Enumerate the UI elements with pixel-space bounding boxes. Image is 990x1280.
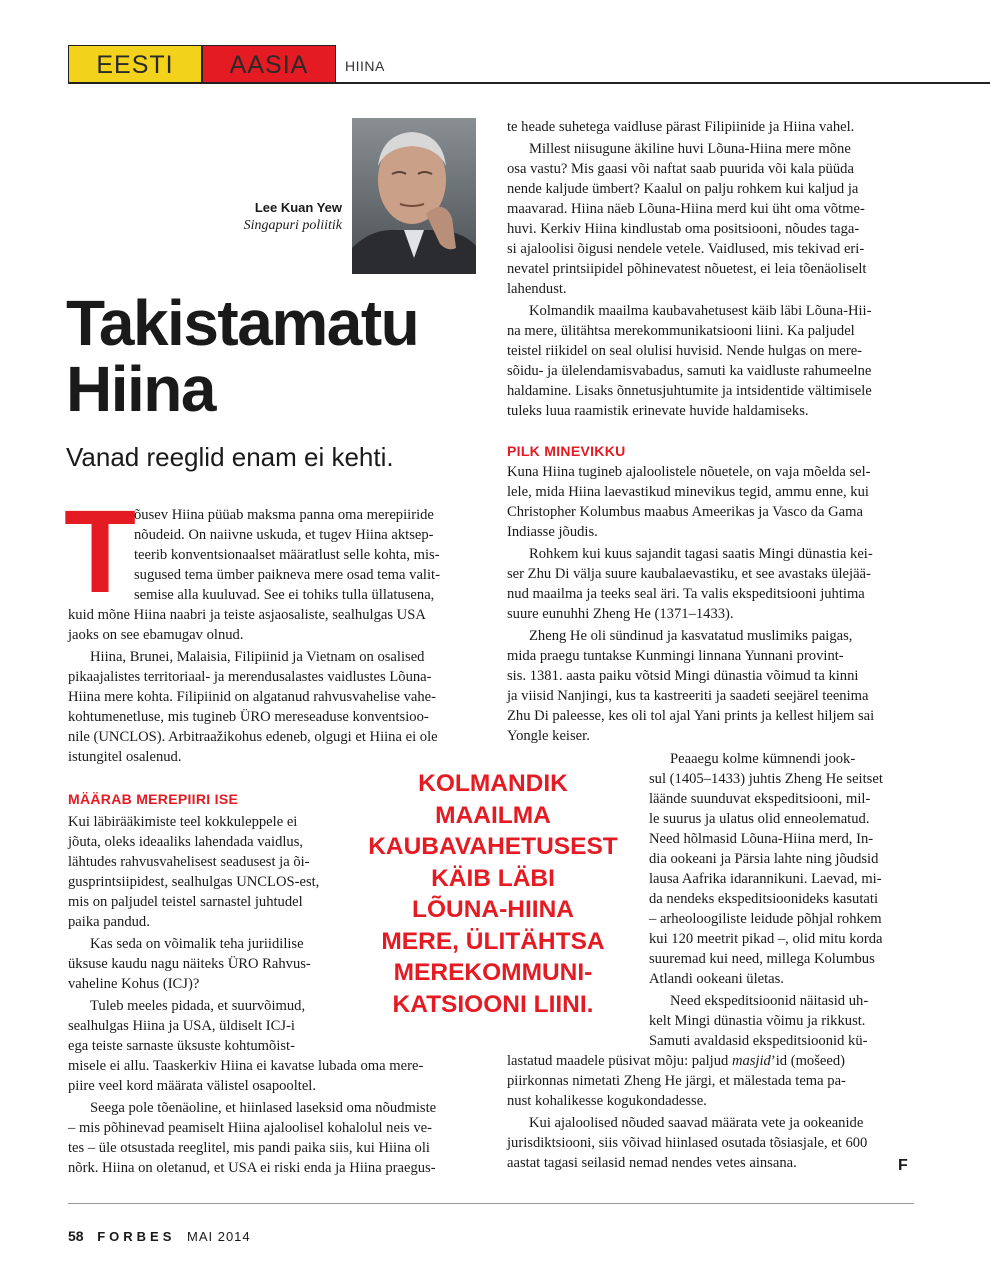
section-tab-eesti: EESTI [68, 45, 202, 83]
body-line: nile (UNCLOS). Arbitraažikohus edeneb, olgugi et Hiina ei ole [68, 729, 438, 745]
section-label-hiina: HIINA [345, 58, 385, 74]
body-line: Zhu Di paleesse, kes oli tol ajal Yani prints ja kellest hiljem sai [507, 708, 875, 724]
body-line: vaheline Kohus (ICJ)? [68, 976, 200, 992]
body-line: nende kaljude ümbert? Kaalul on palju rohkem kui kaljud ja [507, 181, 859, 197]
body-line: na mere, ülitähtsa merekommunikatsiooni liini. Ka paljudel [507, 323, 855, 339]
body-line: Peaaegu kolme kümnendi jook- [670, 751, 856, 767]
body-line: lahendust. [507, 281, 567, 297]
body-line: piire veel kord määrata välistel osapooltel. [68, 1078, 317, 1094]
body-line: misele ei allu. Taaskerkiv Hiina ei kavatse lubada oma mere- [68, 1058, 424, 1074]
pull-quote-line: KATSIOONI LIINI. [392, 990, 594, 1018]
body-line: Kui läbirääkimiste teel kokkuleppele ei [68, 814, 298, 830]
body-line: lele, mida Hiina laevastikud minevikus tegid, ammu enne, kui [507, 484, 869, 500]
body-line: kelt Mingi dünastia võimu ja rikkust. [649, 1013, 866, 1029]
body-line: jaoks on see ebamugav olnud. [68, 627, 244, 643]
body-line: – arheoloogiliste leidude põhjal rohkem [649, 911, 882, 927]
body-line: tuleks luua raamistik erinevate huvide haldamiseks. [507, 403, 809, 419]
body-line: gusprintsiipidest, sealhulgas UNCLOS-est, [68, 874, 320, 890]
body-line: da nendeks ekspeditsioonideks kasutati [649, 891, 878, 907]
body-line: õusev Hiina püüab maksma panna oma merepiiride [134, 507, 434, 523]
body-line: piirkonnas nimetati Zheng He järgi, et mälestada tema pa- [507, 1073, 846, 1089]
body-line: Seega pole tõenäoline, et hiinlased laseksid oma nõudmiste [90, 1100, 437, 1116]
body-text: lastatud maadele püsivat mõju: paljud [507, 1053, 732, 1069]
body-line: lausa Aafrika idarannikuni. Laevad, mi- [649, 871, 882, 887]
photo-caption-name: Lee Kuan Yew [254, 200, 342, 215]
headline [66, 287, 486, 425]
pull-quote-line: LÕUNA-HIINA [412, 896, 574, 923]
body-line: nust kohalikesse kogukondadesse. [507, 1093, 707, 1109]
body-line: Tuleb meeles pidada, et suurvõimud, [90, 998, 306, 1014]
body-line: jõuta, oleks ideaaliks lahendada vaidlus, [68, 834, 304, 850]
body-line: ser Zhu Di välja suure kaubalaevastiku, et see avastaks ülejää- [507, 566, 871, 582]
body-line: sealhulgas Hiina ja USA, üldiselt ICJ-i [68, 1018, 295, 1034]
body-line: Hiina mere kohta. Filipiinid on algatanud rahvusvahelise vahe- [68, 689, 436, 705]
body-line: Need hõlmasid Lõuna-Hiina merd, In- [649, 831, 874, 847]
issue-date: MAI 2014 [187, 1229, 251, 1244]
body-line: pikaajalistes territoriaal- ja merendusalastes vaidlustes Lõuna- [68, 669, 432, 685]
body-line [507, 1051, 845, 1071]
body-line: – mis põhinevad peamiselt Hiina ajaloolisel kohalolul neis ve- [68, 1120, 432, 1136]
body-line: kuid mõne Hiina naabri ja teiste asjaosaliste, sealhulgas USA [68, 607, 426, 623]
body-line: maavarad. Hiina näeb Lõuna-Hiina merd kui üht oma võtme- [507, 201, 865, 217]
body-line: mida praegu tuntakse Kunmingi linnana Yunnani provint- [507, 648, 844, 664]
headline-line: Hiina [66, 353, 215, 425]
body-line: mis on paljudel teistel sarnastel juhtudel [68, 894, 303, 910]
subhead-pilk-minevikku: PILK MINEVIKKU [507, 443, 626, 459]
body-line: Millest niisugune äkiline huvi Lõuna-Hiina mere mõne [529, 141, 851, 157]
body-line: kui 120 meetrit pikad –, olid mitu korda [649, 931, 883, 947]
body-line: huvi. Kerkiv Hiina kindlustab oma positsiooni, nõudes taga- [507, 221, 860, 237]
pull-quote-line: KOLMANDIK [418, 770, 568, 797]
body-line: dia ookeani ja Pärsia lahte ning jõudsid [649, 851, 879, 867]
body-line: sul (1405–1433) juhtis Zheng He seitset [649, 771, 883, 787]
page-footer [68, 1228, 251, 1244]
body-line: nõudeid. On naiivne uskuda, et tugev Hiina aktsep- [134, 527, 434, 543]
page-number: 58 [68, 1228, 84, 1244]
drop-cap: T [64, 486, 137, 618]
body-line: sugused tema ümber paikneva mere osad tema valit- [134, 567, 440, 583]
end-mark: F [898, 1157, 908, 1174]
body-line: Yongle keiser. [507, 728, 590, 744]
pull-quote [352, 768, 634, 1020]
body-line: istungitel osalenud. [68, 749, 182, 765]
body-line: le suurus ja ulatus olid enneolematud. [649, 811, 870, 827]
body-line: Kolmandik maailma kaubavahetusest käib läbi Lõuna-Hii- [529, 303, 872, 319]
portrait-photo [352, 118, 476, 274]
body-line: nõrk. Hiina on oletanud, et USA ei riski enda ja Hiina praegus- [68, 1160, 436, 1176]
magazine-name: FORBES [97, 1229, 176, 1244]
body-line: teistel riikidel on seal olulisi huvisid. Nende hulgas on mere- [507, 343, 863, 359]
body-line: teerib konventsionaalset määratlust selle kohta, mis- [134, 547, 440, 563]
header-rule [68, 82, 990, 84]
body-line: Indiasse jõudis. [507, 524, 598, 540]
body-line: suure eunuhhi Zheng He (1371–1433). [507, 606, 734, 622]
body-line: Samuti avaldasid ekspeditsioonid kü- [649, 1033, 868, 1049]
body-line: kohtumenetluse, mis tugineb ÜRO mereseaduse konventsioo- [68, 709, 429, 725]
body-text: ’id (mošeed) [770, 1053, 846, 1069]
body-line: Rohkem kui kuus sajandit tagasi saatis Mingi dünastia kei- [529, 546, 873, 562]
body-line: te heade suhetega vaidluse pärast Filipiinide ja Hiina vahel. [507, 119, 855, 135]
body-line: Christopher Kolumbus maabus Ameerikas ja Vasco da Gama [507, 504, 863, 520]
pull-quote-line: MAAILMA [435, 801, 551, 829]
pull-quote-line: KAUBAVAHETUSEST [368, 833, 618, 860]
body-line: haldamine. Lisaks õnnetusjuhtumite ja intsidentide vältimisele [507, 383, 872, 399]
body-line: semise alla kuuluvad. See ei tohiks tulla üllatusena, [134, 587, 435, 603]
subtitle-deck: Vanad reeglid enam ei kehti. [66, 442, 394, 472]
pull-quote-line: MEREKOMMUNI- [393, 959, 593, 986]
body-line: nevatel printsiipidel põhinevatest nõuetest, ei leia tõenäoliselt [507, 261, 867, 277]
body-line: aastat tagasi seilasid nemad nendes vetes ainsana. [507, 1155, 797, 1171]
section-tab-aasia: AASIA [202, 45, 336, 83]
body-line: tes – üle otsustada reeglitel, mis pandi paika siis, kui Hiina oli [68, 1140, 430, 1156]
body-line: nud maailma ja teeks seal äri. Ta valis ekspeditsiooni juhtima [507, 586, 865, 602]
body-line: Kui ajaloolised nõuded saavad määrata vete ja ookeanide [529, 1115, 864, 1131]
italic-term: masjid [731, 1053, 771, 1069]
body-line: Hiina, Brunei, Malaisia, Filipiinid ja Vietnam on osalised [90, 649, 425, 665]
body-line: sis. 1381. aasta paiku võtsid Mingi dünastia võimud ta kinni [507, 668, 859, 684]
body-line: ega teiste sarnaste üksuste kohtumõist- [68, 1038, 295, 1054]
pull-quote-line: KÄIB LÄBI [431, 864, 555, 892]
body-line: jurisdiktsiooni, siis võivad hiinlased osutada tõsiasjale, et 600 [507, 1135, 868, 1151]
subhead-maarab-merepiiri: MÄÄRAB MEREPIIRI ISE [68, 791, 239, 807]
footer-rule [68, 1203, 914, 1204]
body-line: si ajaloolisi õigusi nendele vetele. Vaidlused, mis tekivad eri- [507, 241, 865, 257]
body-line: Zheng He oli sündinud ja kasvatatud muslimiks paigas, [529, 628, 853, 644]
body-line: sõidu- ja ülelendamisvabadus, samuti ka vaidluste rahumeelne [507, 363, 872, 379]
pull-quote-line: MERE, ÜLITÄHTSA [381, 927, 605, 955]
photo-caption-role: Singapuri poliitik [243, 218, 342, 233]
body-line: lähtudes rahvusvahelisest seadusest ja õi- [68, 854, 310, 870]
headline-line: Takistamatu [66, 287, 419, 359]
body-line: suuremad kui need, millega Kolumbus [649, 951, 875, 967]
body-line: ja viisid Nanjingi, kus ta kastreeriti ja saadeti seejärel teenima [507, 688, 869, 704]
body-line: läände suunduvat ekspeditsiooni, mil- [649, 791, 871, 807]
body-line: Atlandi ookeani ületas. [649, 971, 784, 987]
body-line: üksuse kaudu nagu näiteks ÜRO Rahvus- [68, 956, 311, 972]
body-line: Kuna Hiina tugineb ajaloolistele nõuetele, on vaja mõelda sel- [507, 464, 871, 480]
body-line: osa vastu? Mis gaasi või naftat saab puurida või kala püüda [507, 161, 854, 177]
body-line: paika pandud. [68, 914, 150, 930]
body-line: Kas seda on võimalik teha juriidilise [90, 936, 304, 952]
body-line: Need ekspeditsioonid näitasid uh- [670, 993, 869, 1009]
